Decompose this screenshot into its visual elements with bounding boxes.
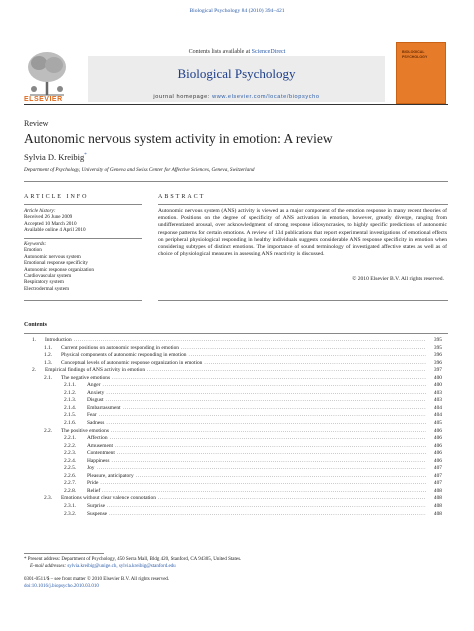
toc-entry-page: 405 — [433, 420, 442, 427]
toc-entry-page: 408 — [433, 510, 442, 517]
article-info-heading: ARTICLE INFO — [24, 194, 89, 200]
toc-entry-title[interactable]: Happiness — [87, 457, 110, 464]
keyword: Emotion — [24, 247, 42, 254]
header-rule — [24, 104, 448, 105]
toc-entry-title[interactable]: The positive emotions — [61, 427, 109, 434]
toc-entry[interactable] — [24, 405, 442, 413]
toc-entry-title[interactable]: Introduction — [45, 337, 72, 343]
toc-leader-dots — [106, 420, 426, 428]
divider — [158, 204, 448, 205]
toc-entry-number: 2.1.3. — [64, 397, 77, 404]
table-of-contents — [24, 337, 442, 518]
toc-entry-number: 2. — [32, 367, 37, 374]
toc-entry-title[interactable]: Pleasure, anticipatory — [87, 472, 134, 479]
keyword: Autonomic response organization — [24, 266, 94, 273]
history-accepted: Accepted 10 March 2010 — [24, 220, 77, 227]
toc-entry[interactable] — [24, 337, 442, 345]
toc-entry-title[interactable]: Sadness — [87, 420, 105, 427]
toc-leader-dots — [105, 397, 426, 405]
toc-entry-number: 2.1. — [44, 374, 53, 381]
toc-entry-number: 2.2.7. — [64, 480, 77, 487]
toc-entry-title[interactable]: Joy — [87, 465, 95, 472]
toc-entry[interactable] — [24, 428, 442, 436]
toc-leader-dots — [115, 443, 426, 451]
toc-entry-page: 406 — [433, 435, 442, 442]
divider — [24, 300, 142, 301]
toc-leader-dots — [110, 435, 426, 443]
toc-entry-number: 2.2.4. — [64, 457, 77, 464]
toc-leader-dots — [111, 428, 426, 436]
toc-leader-dots — [100, 480, 426, 488]
toc-entry-number: 1.1. — [44, 344, 53, 351]
affiliation: Department of Psychology, University of Geneva and Swiss Center for Affective Sciences, Geneva, Switzerland — [24, 167, 255, 173]
toc-entry[interactable] — [24, 458, 442, 466]
article-type: Review — [24, 119, 49, 128]
abstract-body: Autonomic nervous system (ANS) activity is viewed as a major component of the emotion response in many recent theories of emotion. Positions on the degree of specificity of ANS activation in emotion, however, greatly diverge, ranging from undifferentiated arousal, over acknowledgment of strong response idiosyncrasies, to highly specific predictions of autonomic response patterns for certain emotions. A review of 134 publications that report experimental investigations of emotional effects on peripheral physiological responding in healthy individuals suggests considerable ANS response specificity in emotion when considering subtypes of distinct emotions. The importance of sound terminology of investigated affective states as well as of choice of physiological measures in assessing ANS reactivity is discussed. — [158, 208, 447, 258]
toc-entry-title[interactable]: Embarrassment — [87, 404, 121, 411]
keyword: Cardiovascular system — [24, 273, 72, 280]
toc-entry-number: 1. — [32, 337, 37, 343]
toc-entry-page: 404 — [433, 404, 442, 411]
contents-prefix: Contents lists available at — [188, 49, 252, 55]
toc-entry-number: 2.3. — [44, 495, 53, 502]
divider — [24, 333, 448, 334]
toc-entry-page: 406 — [433, 427, 442, 434]
toc-entry[interactable] — [24, 435, 442, 443]
homepage-link[interactable]: www.elsevier.com/locate/biopsycho — [212, 94, 320, 100]
toc-leader-dots — [117, 450, 426, 458]
toc-leader-dots — [123, 405, 426, 413]
toc-entry-number: 2.1.6. — [64, 420, 77, 427]
toc-leader-dots — [102, 488, 426, 496]
toc-leader-dots — [74, 337, 426, 345]
toc-leader-dots — [97, 465, 427, 473]
toc-entry-page: 407 — [433, 465, 442, 472]
toc-entry[interactable] — [24, 450, 442, 458]
toc-leader-dots — [112, 375, 426, 383]
keywords-label: Keywords: — [24, 241, 47, 247]
toc-leader-dots — [181, 345, 426, 353]
footnote-rule — [24, 553, 104, 554]
toc-leader-dots — [107, 503, 426, 511]
toc-entry-title[interactable]: Pride — [87, 480, 99, 487]
history-received: Received 26 June 2009 — [24, 214, 73, 221]
toc-entry-page: 408 — [433, 503, 442, 510]
toc-entry[interactable] — [24, 397, 442, 405]
abstract-heading: ABSTRACT — [158, 194, 206, 200]
article-history — [24, 208, 144, 234]
toc-entry[interactable] — [24, 367, 442, 375]
toc-entry-page: 406 — [433, 442, 442, 449]
toc-entry[interactable] — [24, 352, 442, 360]
toc-entry[interactable] — [24, 345, 442, 353]
history-label: Article history: — [24, 208, 56, 214]
author-footnote-mark[interactable]: * — [84, 153, 87, 159]
toc-entry-page: 396 — [433, 352, 442, 359]
toc-entry-number: 2.1.5. — [64, 412, 77, 419]
toc-entry-number: 2.2.3. — [64, 450, 77, 457]
email-label: E-mail addresses: — [30, 563, 68, 569]
toc-entry-page: 396 — [433, 359, 442, 366]
toc-leader-dots — [158, 495, 426, 503]
toc-entry-number: 2.1.1. — [64, 382, 77, 389]
toc-entry[interactable] — [24, 375, 442, 383]
toc-entry[interactable] — [24, 382, 442, 390]
toc-entry-page: 397 — [433, 367, 442, 374]
history-online: Available online 4 April 2010 — [24, 227, 86, 234]
toc-entry-title[interactable]: Disgust — [87, 397, 104, 404]
sciencedirect-link[interactable]: ScienceDirect — [251, 49, 286, 55]
toc-entry[interactable] — [24, 465, 442, 473]
toc-entry-page: 407 — [433, 472, 442, 479]
toc-entry-page: 408 — [433, 495, 442, 502]
toc-entry-page: 400 — [433, 382, 442, 389]
toc-entry[interactable] — [24, 390, 442, 398]
toc-entry-page: 406 — [433, 450, 442, 457]
toc-entry[interactable] — [24, 443, 442, 451]
toc-entry-number: 2.2.6. — [64, 472, 77, 479]
toc-leader-dots — [99, 412, 426, 420]
toc-entry-title[interactable]: Surprise — [87, 503, 105, 510]
article-title: Autonomic nervous system activity in emotion: A review — [24, 131, 333, 146]
keyword: Electrodermal system — [24, 285, 70, 292]
toc-entry-title[interactable]: Anxiety — [87, 389, 105, 396]
toc-leader-dots — [111, 458, 426, 466]
footnote — [24, 557, 444, 570]
toc-entry-number: 1.3. — [44, 359, 53, 366]
toc-entry-page: 395 — [433, 344, 442, 351]
toc-entry-page: 403 — [433, 397, 442, 404]
toc-entry-title[interactable]: Amusement — [87, 442, 114, 449]
toc-entry-title[interactable]: Anger — [87, 382, 101, 389]
toc-entry-title[interactable]: Conceptual levels of autonomic response organization in emotion — [61, 359, 203, 366]
toc-entry-page: 400 — [433, 374, 442, 381]
toc-leader-dots — [188, 352, 426, 360]
toc-entry[interactable] — [24, 488, 442, 496]
toc-entry-number: 1.2. — [44, 352, 53, 359]
toc-leader-dots — [102, 382, 426, 390]
toc-entry-number: 2.1.4. — [64, 404, 77, 411]
keywords — [24, 241, 144, 292]
toc-entry[interactable] — [24, 503, 442, 511]
toc-entry[interactable] — [24, 480, 442, 488]
cover-title: BIOLOGICAL PSYCHOLOGY — [402, 50, 428, 59]
toc-entry-number: 2.2.5. — [64, 465, 77, 472]
toc-entry[interactable] — [24, 511, 442, 519]
toc-entry-title[interactable]: Suspense — [87, 510, 108, 517]
toc-entry-title[interactable]: Current positions on autonomic responding in emotion — [61, 344, 179, 351]
elsevier-wordmark: ELSEVIER — [24, 96, 63, 103]
divider — [24, 181, 448, 182]
footnote-text: Present address: Department of Psychology, 450 Serra Mall, Bldg 420, Stanford, CA 94305, United States. — [27, 557, 242, 562]
toc-entry-number: 2.1.2. — [64, 389, 77, 396]
toc-entry-title[interactable]: Emotions without clear valence connotation — [61, 495, 156, 502]
keyword: Autonomic nervous system — [24, 253, 81, 260]
toc-leader-dots — [106, 390, 426, 398]
doi-link[interactable]: doi:10.1016/j.biopsycho.2010.03.010 — [24, 583, 99, 589]
contents-heading: Contents — [24, 322, 48, 328]
issn-block — [24, 577, 169, 590]
toc-leader-dots — [204, 360, 426, 368]
toc-entry-title[interactable]: Affection — [87, 435, 108, 442]
divider — [158, 300, 448, 301]
homepage-prefix: journal homepage: — [153, 94, 213, 100]
author — [24, 152, 87, 162]
footnote-mark: * — [24, 557, 27, 562]
toc-entry-page: 406 — [433, 457, 442, 464]
toc-entry-title[interactable]: Relief — [87, 487, 101, 494]
toc-entry-title[interactable]: Fear — [87, 412, 97, 419]
toc-leader-dots — [136, 473, 426, 481]
toc-entry-title[interactable]: Empirical findings of ANS activity in emotion — [45, 367, 146, 374]
toc-entry[interactable] — [24, 420, 442, 428]
toc-entry-page: 407 — [433, 480, 442, 487]
toc-entry-page: 395 — [433, 337, 442, 343]
toc-entry[interactable] — [24, 495, 442, 503]
email-links[interactable]: sylvia.kreibig@unige.ch, sylvia.kreibig@stanford.edu — [67, 563, 176, 569]
toc-entry[interactable] — [24, 473, 442, 481]
author-name: Sylvia D. Kreibig — [24, 152, 85, 162]
toc-entry-page: 403 — [433, 389, 442, 396]
toc-entry-page: 404 — [433, 412, 442, 419]
toc-entry-number: 2.3.1. — [64, 503, 77, 510]
keyword: Emotional response specificity — [24, 260, 88, 267]
toc-entry[interactable] — [24, 412, 442, 420]
toc-entry-number: 2.3.2. — [64, 510, 77, 517]
toc-leader-dots — [109, 511, 426, 519]
toc-entry-title[interactable]: The negative emotions — [61, 374, 111, 381]
toc-entry-number: 2.2.8. — [64, 487, 77, 494]
journal-citation: Biological Psychology 84 (2010) 394–421 — [189, 8, 285, 14]
issn-line: 0301-0511/$ – see front matter © 2010 Elsevier B.V. All rights reserved. — [24, 577, 170, 582]
keyword: Respiratory system — [24, 279, 64, 286]
toc-entry-title[interactable]: Contentment — [87, 450, 115, 457]
toc-entry-number: 2.2. — [44, 427, 53, 434]
toc-entry-number: 2.2.2. — [64, 442, 77, 449]
abstract-copyright: © 2010 Elsevier B.V. All rights reserved. — [352, 276, 444, 282]
toc-leader-dots — [147, 367, 426, 375]
divider — [24, 238, 142, 239]
toc-entry-number: 2.2.1. — [64, 435, 77, 442]
journal-homepage — [88, 94, 385, 100]
toc-entry-title[interactable]: Physical components of autonomic responding in emotion — [61, 352, 187, 359]
divider — [24, 204, 142, 205]
journal-title: Biological Psychology — [177, 66, 296, 81]
toc-entry-page: 408 — [433, 487, 442, 494]
